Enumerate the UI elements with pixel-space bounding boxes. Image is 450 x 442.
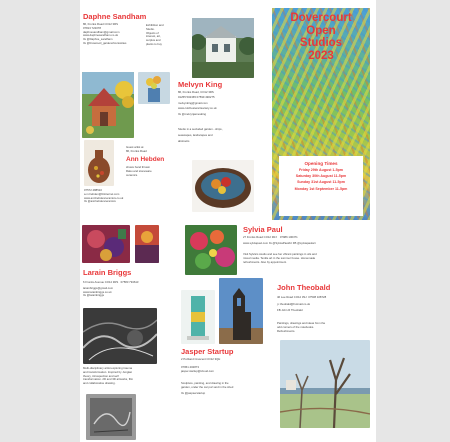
ann-blurb: shows hand thrown Raku and stoneware ceramics. [126, 165, 152, 177]
john-artwork-landscape [280, 340, 370, 428]
jasper-artwork-sculpture [219, 278, 263, 344]
ann-artwork-vase [84, 140, 114, 186]
melvyn-blurb: Studio in a secluded garden - ships, seascapes, landscapes and abstracts [178, 127, 223, 143]
sylvia-blurb: Visit Sylvia's studio and see her vibrant paintings in oils and mixed media. Textile art in the summer house. Homemade refreshments. Also by appointment. [243, 252, 317, 264]
larain-artwork-drawing [83, 308, 157, 364]
larain-phone: 07583 794613 [120, 280, 139, 284]
melvyn-contact: 86, Fronks Road, CO12 3RS 01255 502365 07599 490275 melvynking@gmail.com www.colchesterartsociety.co.uk IG @melvynjamesking [178, 90, 217, 116]
ann-name: Ann Hebden [126, 156, 165, 163]
daphne-artwork-flowers [138, 72, 170, 104]
larain-blurb: Multi-disciplinary artist exploring trauma and transformation. Inspired by Jungian theory, introspection and self transformation. 2D and 3D artworks, film and collaborative drawing. [83, 366, 134, 386]
larain-artwork-abstract-2 [135, 225, 159, 263]
larain-contact: 6 Fronks Avenue CO12 3RS 07583 794613 larainbriggs@gmail.com www.larainbriggs.co.uk IG @larainbriggs [83, 280, 139, 298]
larain-artwork-abstract-1 [82, 225, 130, 263]
sylvia-address: 27 Fronks Road CO12 3RJ [243, 235, 277, 239]
ann-contact: 07572 488510 a.m.hebden@btinternet.com www.annhebdenceramics.co.uk IG @annhebdenceramics [84, 188, 124, 204]
sylvia-contact: 27 Fronks Road CO12 3RJ 07986 100371 www.sylviapaul.com IG @SylviaPaulArt FB @sylviapaulart [243, 235, 316, 246]
ann-guest-note: Guest artist at 86, Fronks Road [126, 145, 147, 153]
opening-time-row: Sunday 31st August 11-5pm [297, 180, 345, 185]
poster-title: Dovercourt Open Studios 2023 [290, 12, 352, 62]
melvyn-name: Melvyn King [178, 80, 223, 89]
john-name: John Theobald [277, 283, 331, 292]
opening-times-heading: Opening Times [304, 161, 338, 166]
brochure-page [80, 0, 376, 442]
john-blurb: Paintings, drawings and ideas from the odd corners of the notebooks. Refreshments. [277, 321, 326, 333]
opening-time-row: Saturday 30th August 11-5pm [295, 174, 347, 179]
daphne-contact: 86, Fronks Road CO12 3RS 07813 722078 daphnesandham@gmail.com www.daphnesandham.co.uk IG @Daphne_sandham IG @brownsoil_gardenofcuriosities [83, 22, 127, 45]
sylvia-phone: 07986 100371 [279, 235, 298, 239]
daphne-artwork-house [82, 72, 134, 138]
opening-time-row: Friday 29th August 1-5pm [299, 168, 343, 172]
open-studios-poster [272, 8, 370, 220]
daphne-blurb: Exhibition and Studio. Objects of interest, art, surplus and plants to buy [146, 23, 164, 46]
jasper-blurb: Sculpture, painting, and drawing in the garden, under the car port and in the shed IG @jaspserstartup [181, 381, 234, 395]
opening-times-box [279, 156, 363, 216]
jasper-artwork-painting [181, 290, 215, 344]
jasper-name: Jasper Startup [181, 347, 234, 356]
opening-time-row: Monday 1st September 11-5pm [294, 186, 348, 191]
daphne-name: Daphne Sandham [83, 12, 147, 21]
jasper-contact: 2 Portland Crescent CO12 3QH 07951 402873 jasper.startup@icloud.com [181, 357, 221, 373]
larain-address: 6 Fronks Avenue CO12 3RS [83, 280, 119, 284]
larain-name: Larain Briggs [83, 268, 132, 277]
melvyn-artwork-bowl [192, 160, 254, 212]
sylvia-artwork-painting [185, 225, 237, 275]
john-contact: 46 Lee Road CO12 3SJ 07538 108728 j.r.theobald@hotmail.co.uk FB John R Theobald [277, 295, 327, 313]
sylvia-name: Sylvia Paul [243, 225, 283, 234]
john-address: 46 Lee Road CO12 3SJ [277, 295, 307, 299]
john-phone: 07538 108728 [308, 295, 327, 299]
larain-artwork-print [86, 394, 136, 440]
melvyn-artwork-painting [192, 18, 254, 78]
